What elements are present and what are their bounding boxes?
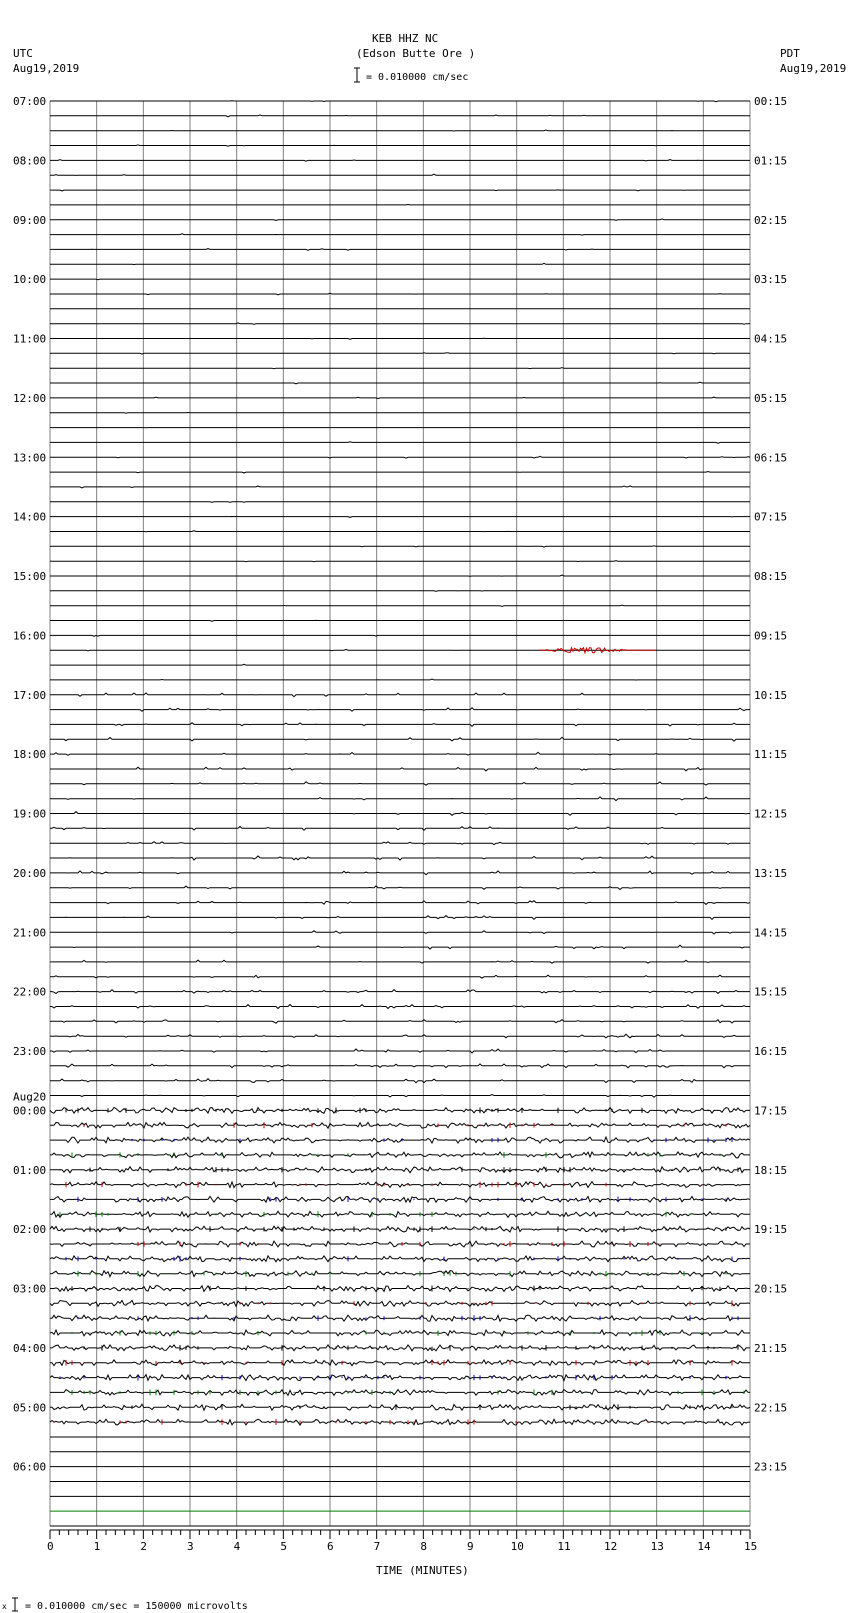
pdt-hour-label: 18:15 xyxy=(754,1163,788,1177)
station-title: KEB HHZ NC xyxy=(372,32,439,45)
pdt-hour-label: 23:15 xyxy=(754,1460,788,1474)
x-axis-tick-label: 9 xyxy=(467,1540,474,1553)
trace-line xyxy=(50,130,750,131)
scale-label: = 0.010000 cm/sec xyxy=(366,72,469,83)
x-axis-tick-label: 3 xyxy=(187,1540,194,1553)
trace-line xyxy=(50,1390,750,1396)
utc-hour-label: 21:00 xyxy=(13,926,47,940)
x-axis-tick-label: 7 xyxy=(373,1540,381,1553)
utc-hour-label: 14:00 xyxy=(13,510,47,524)
trace-line xyxy=(50,517,750,518)
trace-line xyxy=(50,115,750,117)
pdt-hour-label: 13:15 xyxy=(754,866,788,880)
trace-line xyxy=(50,382,750,384)
pdt-hour-label: 21:15 xyxy=(754,1341,788,1355)
trace-line xyxy=(50,368,750,369)
trace-line xyxy=(50,1122,750,1128)
pdt-hour-label: 05:15 xyxy=(754,391,788,405)
trace-line xyxy=(50,160,750,162)
trace-line xyxy=(50,945,750,949)
x-axis-tick-label: 0 xyxy=(47,1540,54,1553)
x-axis-tick-label: 11 xyxy=(557,1540,571,1553)
utc-hour-label: 01:00 xyxy=(13,1163,47,1177)
trace-line xyxy=(50,486,750,488)
trace-line xyxy=(50,767,750,771)
pdt-hour-label: 02:15 xyxy=(754,213,788,227)
trace-line xyxy=(50,1196,750,1202)
trace-line xyxy=(50,901,750,905)
trace-line xyxy=(50,693,750,697)
trace-line xyxy=(50,101,750,102)
trace-line xyxy=(50,397,750,399)
trace-line xyxy=(50,1241,750,1247)
trace-line xyxy=(50,353,750,354)
trace-line xyxy=(50,1020,750,1024)
trace-line xyxy=(50,931,750,934)
pdt-hour-label: 00:15 xyxy=(754,95,788,108)
trace-line xyxy=(50,708,750,711)
trace-line xyxy=(50,472,750,473)
trace-line xyxy=(50,1286,750,1292)
time-labels xyxy=(13,95,787,1474)
trace-line xyxy=(50,1315,750,1321)
pdt-hour-label: 12:15 xyxy=(754,807,788,821)
trace-line xyxy=(50,442,750,444)
trace-line xyxy=(50,1137,750,1143)
x-axis-tick-label: 8 xyxy=(420,1540,427,1553)
trace-line xyxy=(50,1182,750,1188)
trace-line xyxy=(50,145,750,146)
trace-line xyxy=(50,1107,750,1113)
trace-line xyxy=(50,916,750,920)
trace-line xyxy=(50,293,750,295)
trace-line xyxy=(50,456,750,458)
trace-line xyxy=(50,190,750,191)
right-date: Aug19,2019 xyxy=(780,62,847,75)
utc-hour-label: 08:00 xyxy=(13,154,47,168)
pdt-hour-label: 04:15 xyxy=(754,332,788,346)
pdt-hour-label: 15:15 xyxy=(754,985,788,999)
utc-hour-label: 07:00 xyxy=(13,95,47,108)
trace-line xyxy=(50,797,750,801)
utc-hour-label: 02:00 xyxy=(13,1223,47,1237)
x-axis xyxy=(47,1530,757,1553)
trace-line xyxy=(50,826,750,830)
x-axis-tick-label: 13 xyxy=(650,1540,664,1553)
trace-line xyxy=(50,1360,750,1366)
x-axis-tick-label: 15 xyxy=(744,1540,758,1553)
utc-hour-label: 18:00 xyxy=(13,748,47,762)
pdt-hour-label: 14:15 xyxy=(754,926,788,940)
pdt-hour-label: 11:15 xyxy=(754,748,788,762)
utc-hour-label: 16:00 xyxy=(13,629,47,643)
x-axis-tick-label: 4 xyxy=(233,1540,241,1553)
utc-hour-label: 22:00 xyxy=(13,985,47,999)
pdt-hour-label: 08:15 xyxy=(754,570,788,583)
utc-hour-label: 05:00 xyxy=(13,1401,47,1415)
pdt-hour-label: 22:15 xyxy=(754,1401,788,1415)
x-axis-tick-label: 12 xyxy=(604,1540,618,1553)
pdt-hour-label: 06:15 xyxy=(754,451,788,465)
pdt-hour-label: 19:15 xyxy=(754,1223,788,1237)
pdt-hour-label: 16:15 xyxy=(754,1045,788,1058)
footer-scale-note: = 0.010000 cm/sec = 150000 microvolts xyxy=(25,1601,248,1612)
utc-date-change-label: Aug20 xyxy=(13,1090,47,1104)
trace-line xyxy=(50,591,750,592)
trace-line xyxy=(50,249,750,251)
pdt-hour-label: 20:15 xyxy=(754,1282,788,1296)
x-axis-tick-label: 10 xyxy=(510,1540,524,1553)
footer-marker: x xyxy=(2,1602,7,1611)
utc-hour-label: 11:00 xyxy=(13,332,47,346)
trace-line xyxy=(50,219,750,221)
trace-line xyxy=(50,1345,750,1351)
utc-hour-label: 03:00 xyxy=(13,1282,47,1296)
utc-hour-label: 23:00 xyxy=(13,1045,47,1058)
left-timezone: UTC xyxy=(13,47,33,60)
trace-line xyxy=(50,413,750,414)
utc-hour-label: 20:00 xyxy=(13,866,47,880)
trace-line xyxy=(50,752,750,755)
trace-line xyxy=(50,990,750,994)
seismic-traces xyxy=(50,101,750,1511)
pdt-hour-label: 07:15 xyxy=(754,510,788,524)
trace-line xyxy=(50,546,750,547)
x-axis-tick-label: 14 xyxy=(697,1540,711,1553)
trace-line xyxy=(50,502,750,503)
pdt-hour-label: 09:15 xyxy=(754,629,788,643)
trace-line xyxy=(50,1226,750,1232)
utc-hour-label: 09:00 xyxy=(13,213,47,227)
utc-hour-label: 06:00 xyxy=(13,1460,47,1474)
trace-line xyxy=(50,1271,750,1277)
station-location: (Edson Butte Ore ) xyxy=(356,47,476,60)
trace-line xyxy=(50,782,750,785)
trace-line xyxy=(50,1330,750,1336)
trace-line xyxy=(50,1095,750,1098)
pdt-hour-label: 10:15 xyxy=(754,688,788,702)
pdt-hour-label: 17:15 xyxy=(754,1104,788,1118)
trace-line xyxy=(50,279,750,280)
trace-line xyxy=(50,605,750,606)
trace-line xyxy=(50,871,750,875)
trace-line xyxy=(50,812,750,816)
utc-hour-label: 00:00 xyxy=(13,1104,47,1118)
trace-line xyxy=(50,1034,750,1038)
trace-line xyxy=(50,1152,750,1158)
trace-line xyxy=(50,886,750,890)
trace-line xyxy=(50,723,750,727)
left-date: Aug19,2019 xyxy=(13,62,80,75)
trace-line xyxy=(50,531,750,532)
x-axis-label: TIME (MINUTES) xyxy=(376,1564,469,1577)
right-timezone: PDT xyxy=(780,47,800,60)
trace-line xyxy=(50,1419,750,1425)
trace-line xyxy=(50,1005,750,1009)
trace-line xyxy=(50,1375,750,1381)
trace-line xyxy=(50,323,750,324)
trace-line xyxy=(50,1404,750,1410)
trace-line xyxy=(50,1211,750,1217)
x-axis-tick-label: 1 xyxy=(93,1540,101,1553)
x-axis-tick-label: 5 xyxy=(280,1540,287,1553)
trace-line xyxy=(50,1064,750,1068)
trace-line xyxy=(50,975,750,978)
trace-line xyxy=(50,664,750,665)
utc-hour-label: 04:00 xyxy=(13,1341,47,1355)
trace-line xyxy=(50,263,750,264)
utc-hour-label: 13:00 xyxy=(13,451,47,465)
trace-line xyxy=(50,575,750,576)
trace-line xyxy=(50,1167,750,1173)
pdt-hour-label: 03:15 xyxy=(754,273,788,287)
trace-line xyxy=(50,1079,750,1083)
utc-hour-label: 12:00 xyxy=(13,391,47,405)
utc-hour-label: 19:00 xyxy=(13,807,47,821)
trace-line xyxy=(50,174,750,175)
trace-line xyxy=(50,1300,750,1306)
trace-line xyxy=(50,561,750,562)
utc-hour-label: 17:00 xyxy=(13,688,47,702)
trace-line xyxy=(50,842,750,845)
x-axis-tick-label: 2 xyxy=(140,1540,147,1553)
trace-line xyxy=(50,960,750,963)
trace-line xyxy=(50,338,750,339)
trace-line xyxy=(50,1049,750,1053)
trace-line xyxy=(50,234,750,235)
utc-hour-label: 10:00 xyxy=(13,273,47,287)
pdt-hour-label: 01:15 xyxy=(754,154,788,168)
x-axis-tick-label: 6 xyxy=(327,1540,334,1553)
trace-line xyxy=(50,620,750,621)
trace-line xyxy=(50,635,750,636)
utc-hour-label: 15:00 xyxy=(13,570,47,583)
trace-line xyxy=(50,1256,750,1262)
trace-line xyxy=(50,737,750,741)
trace-line xyxy=(50,679,750,680)
trace-line xyxy=(50,856,750,860)
